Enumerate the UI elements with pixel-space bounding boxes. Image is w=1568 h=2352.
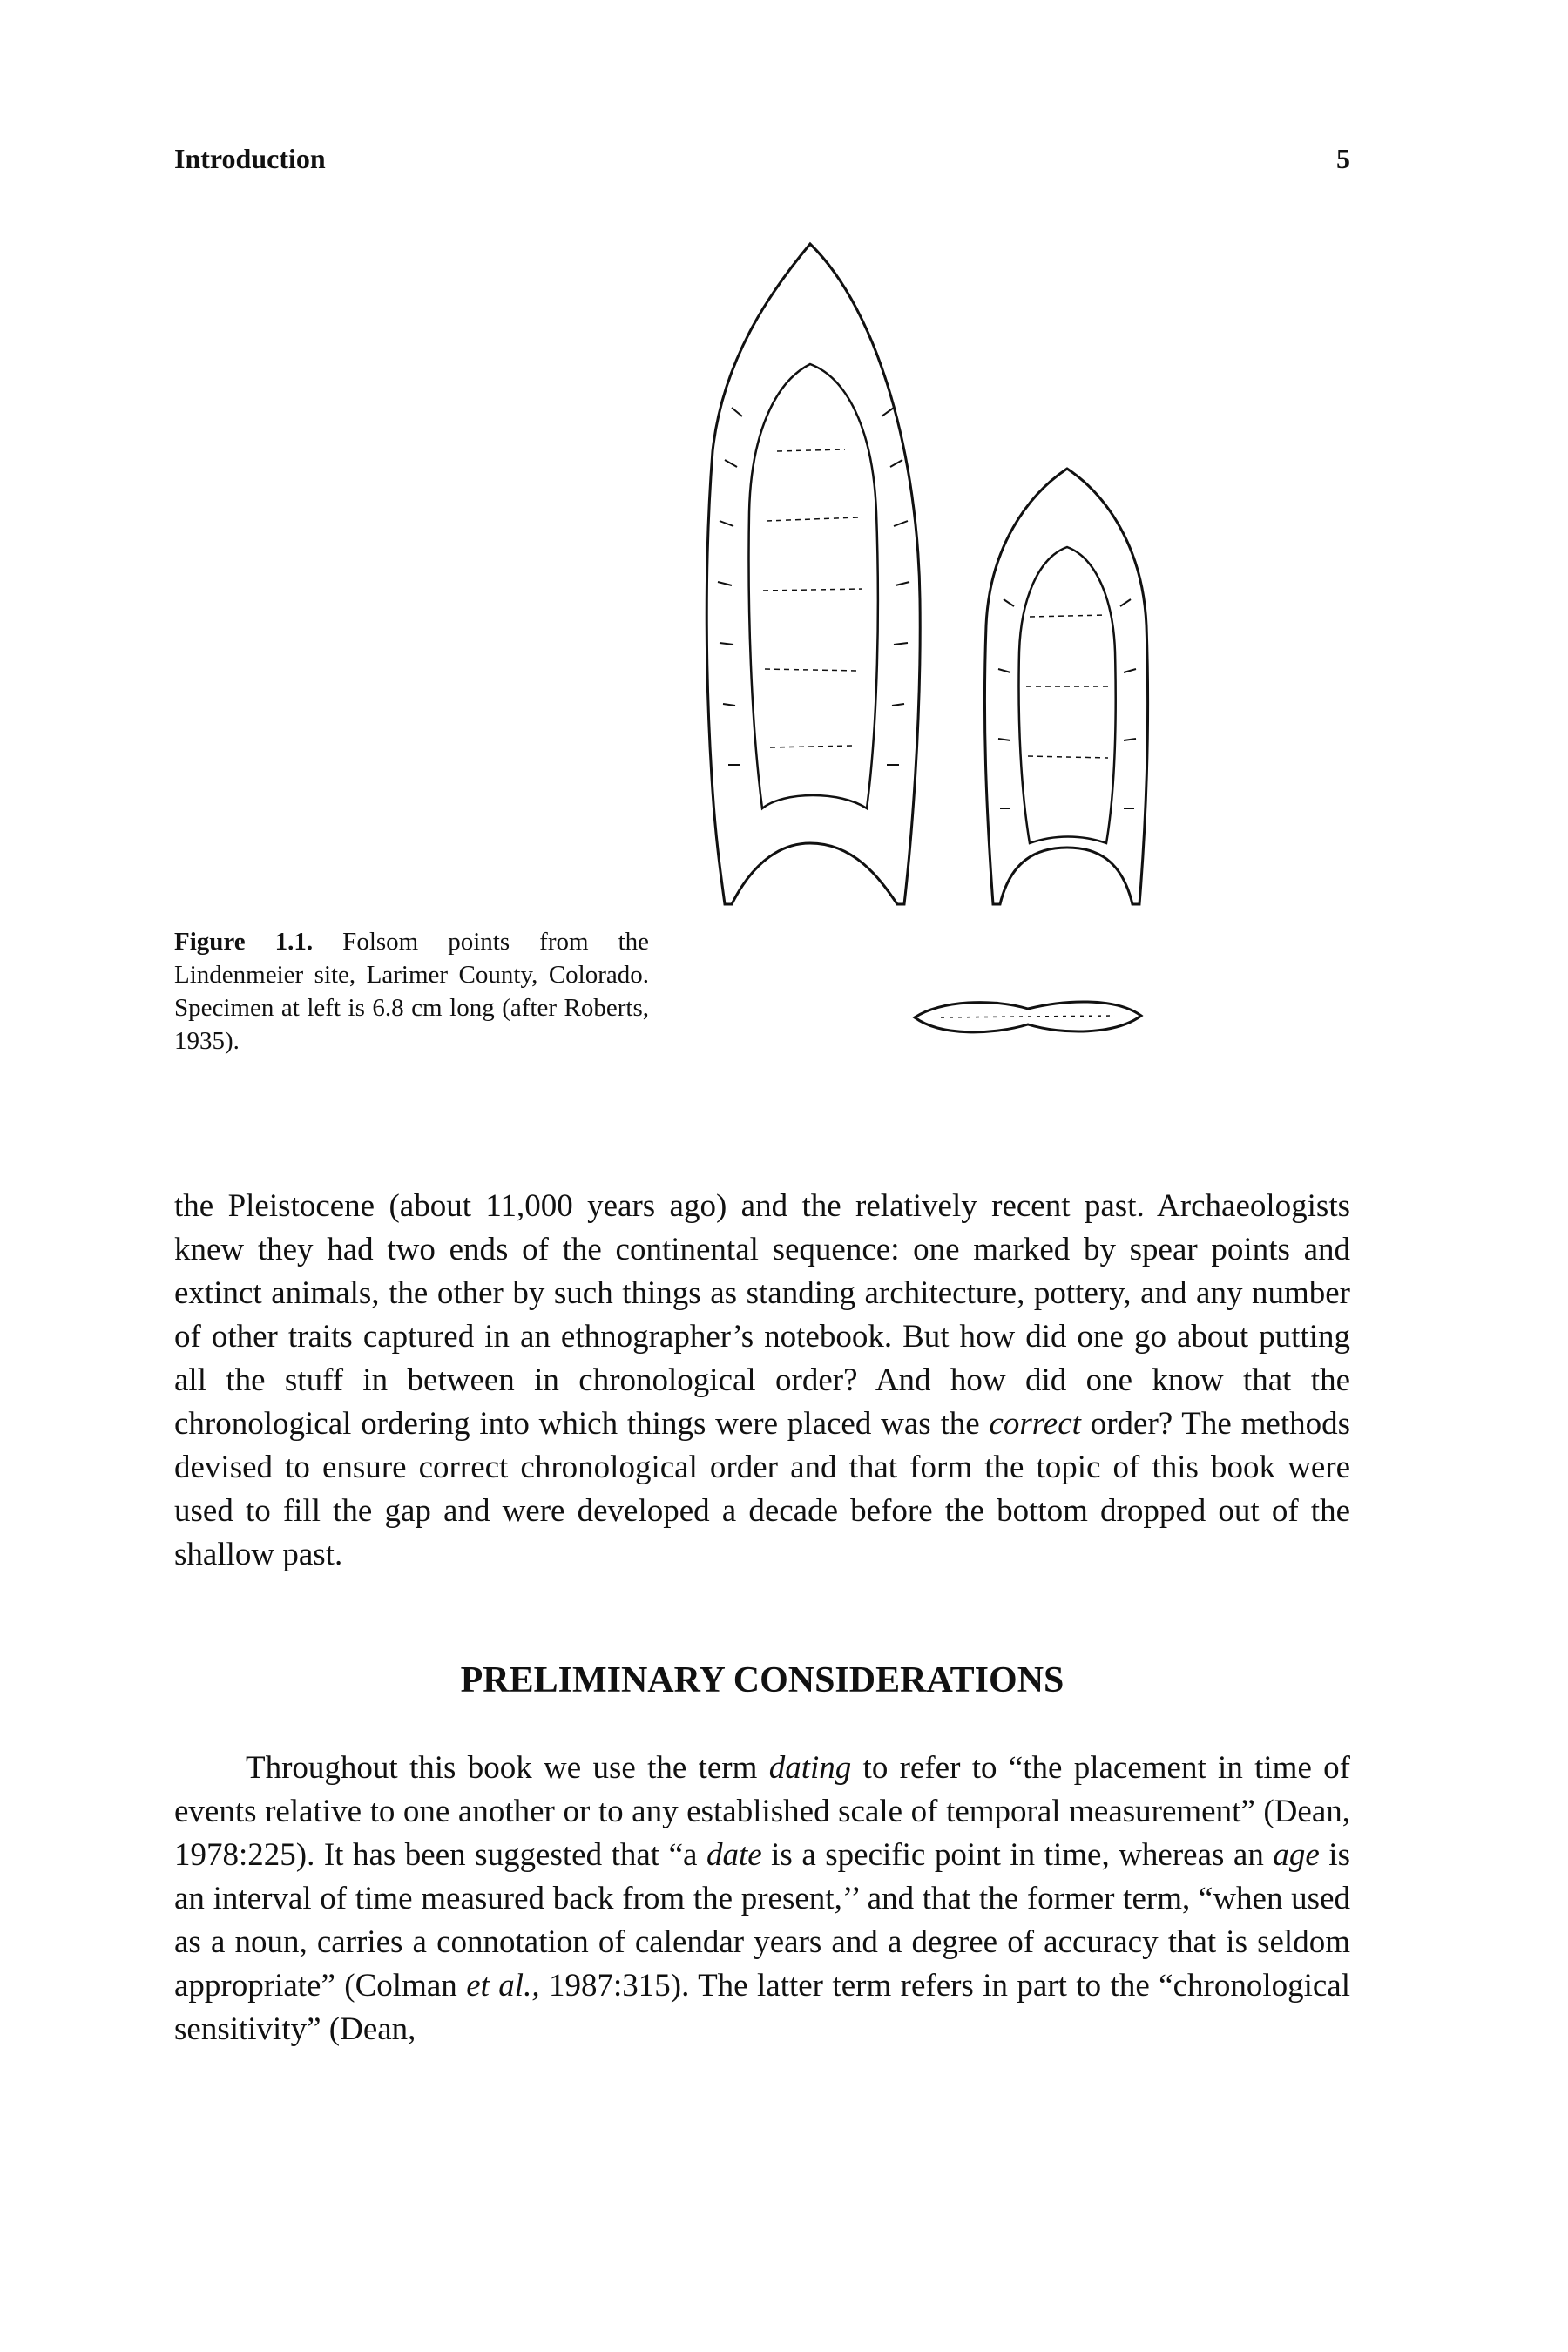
running-head-section: Introduction xyxy=(174,143,326,174)
p1-italic-correct: correct xyxy=(989,1406,1081,1442)
page-number: 5 xyxy=(1336,143,1350,174)
body-paragraph-1 xyxy=(174,1185,1350,1577)
section-heading: PRELIMINARY CONSIDERATIONS xyxy=(460,1660,1064,1700)
p2-italic-date: date xyxy=(706,1837,762,1873)
folsom-points-illustration xyxy=(679,233,1167,1070)
p2-text-2: to refer to “the placement in time of events relative to one another or to any established scale of temporal measurement” (Dean, 1978:225). It has been suggested that “a xyxy=(174,1750,1350,1873)
p2-text-4: is an interval of time measured back from the present,’’ and that the former term, “when used as a noun, carries a connotation of calendar years and a degree of accuracy that is seldom appropriate” (Colman xyxy=(174,1837,1350,2004)
p2-italic-dating: dating xyxy=(768,1750,852,1786)
p2-italic-age: age xyxy=(1273,1837,1320,1873)
p2-text-1: Throughout this book we use the term xyxy=(246,1750,769,1786)
large-folsom-point xyxy=(706,244,920,904)
figure-label: Figure 1.1. xyxy=(174,928,314,956)
running-head xyxy=(174,143,1350,175)
p2-italic-et-al: et al., xyxy=(466,1968,540,2004)
p2-text-5: 1987:315). The latter term refers in part to the “chronological sensitivity” (Dean, xyxy=(174,1968,1350,2047)
cross-section xyxy=(915,1002,1141,1032)
p1-text-a: the Pleistocene (about 11,000 years ago) and the relatively recent past. Archaeologists knew they had two ends of the continental sequence: one marked by spear points and extinct animals, the other by such things as standing architecture, pottery, and any number of other traits captured in an ethnographer’s notebook. But how did one go about putting all the stuff in between in chronological order? And how did one know that the chronological ordering into which things were placed was the xyxy=(174,1188,1350,1442)
p2-text-3: is a specific point in time, whereas an xyxy=(761,1837,1274,1873)
figure-caption-text: Folsom points from the Lindenmeier site, Larimer County, Colorado. Specimen at left is 6.8 cm long (after Roberts, 1935). xyxy=(174,928,649,1055)
small-folsom-point xyxy=(984,469,1147,904)
body-paragraph-2 xyxy=(174,1747,1350,2051)
figure-caption xyxy=(174,925,649,1058)
p1-text-b: order? The methods devised to ensure correct chronological order and that form the topic of this book were used to fill the gap and were developed a decade before the bottom dropped out of the shallow past. xyxy=(174,1406,1350,1572)
